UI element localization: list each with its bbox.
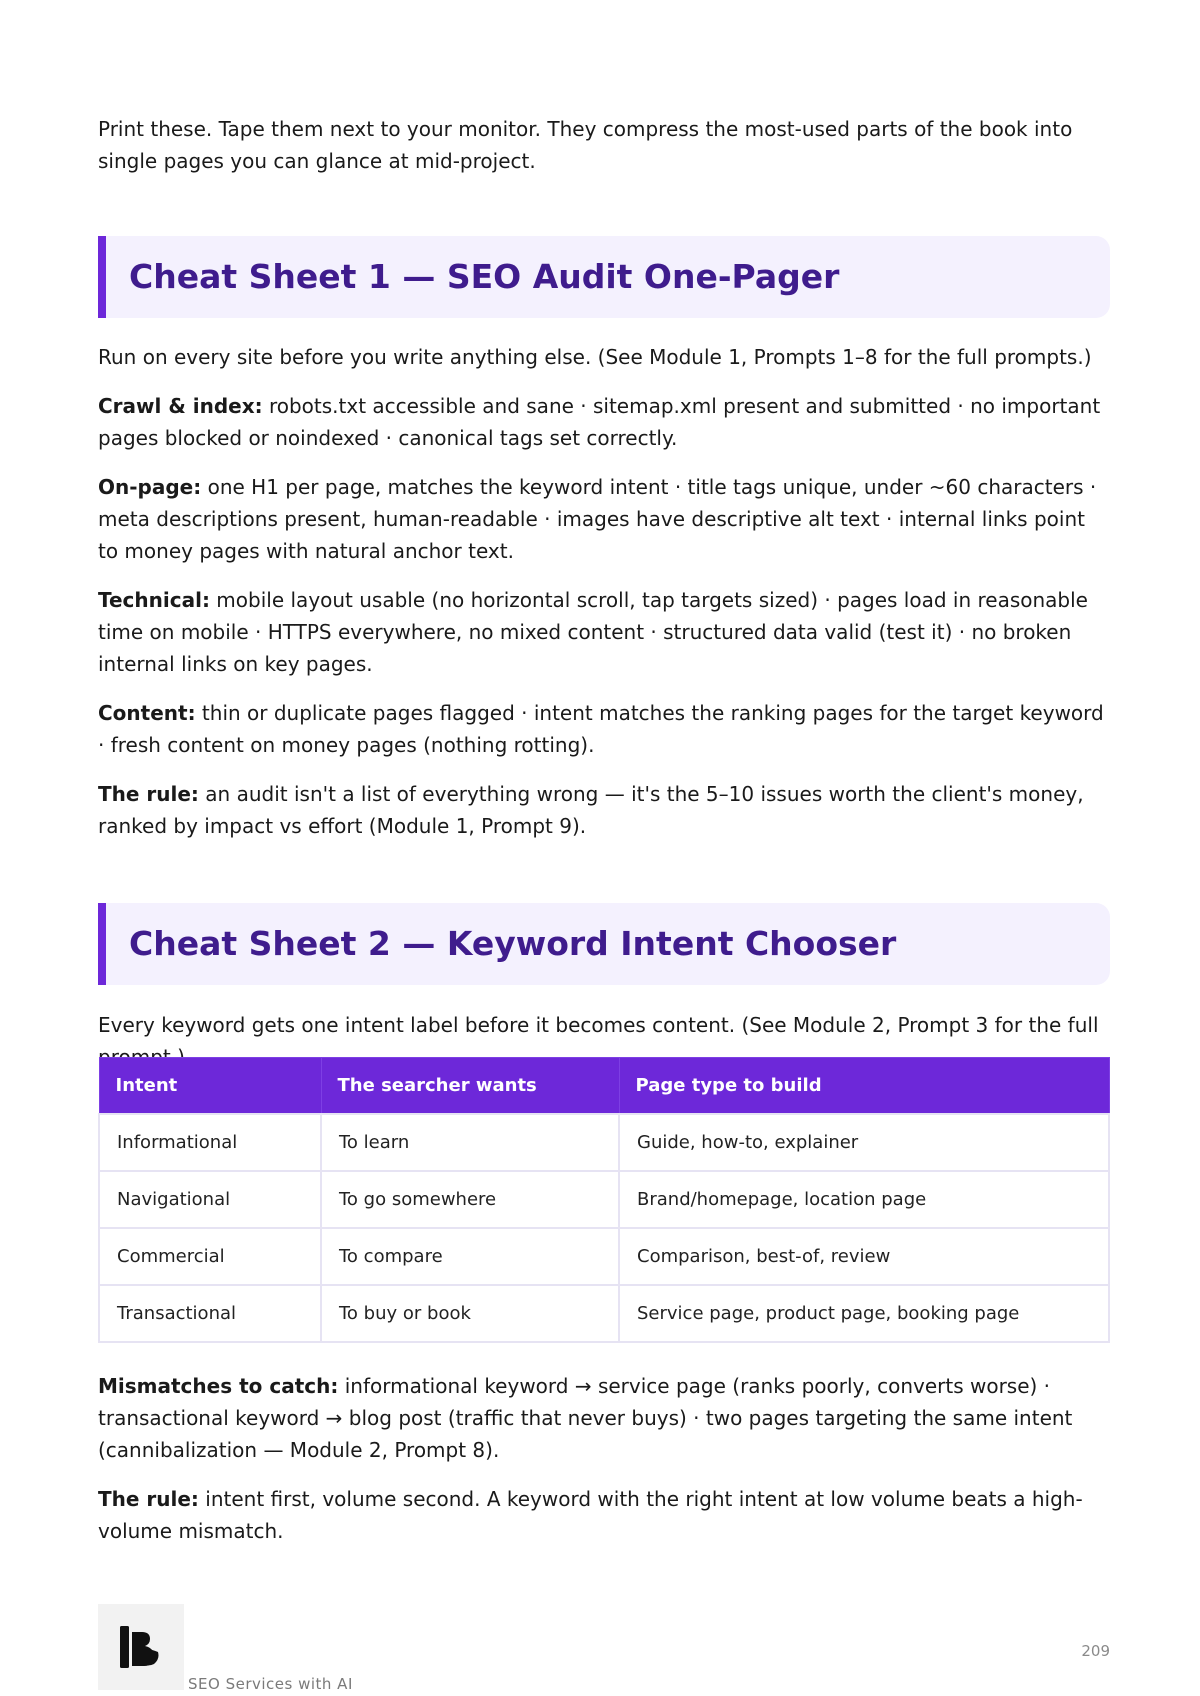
- table-row: [99, 1285, 1109, 1342]
- book-logo-icon: [120, 1626, 162, 1668]
- item-text: mobile layout usable (no horizontal scroll, tap targets sized) · pages load in reasonable time on mobile · HTTPS everywhere, no mixed content · structured data valid (test it) · no broken internal links on key pages.: [98, 588, 1088, 676]
- table-cell: To learn: [321, 1114, 619, 1171]
- cheat-sheet-1-title: Cheat Sheet 1 — SEO Audit One-Pager: [129, 257, 840, 296]
- cheat-sheet-1-header: [98, 236, 1110, 318]
- book-logo: [98, 1604, 184, 1690]
- item-text: an audit isn't a list of everything wrong — it's the 5–10 issues worth the client's money, ranked by impact vs effort (Module 1, Prompt 9).: [98, 782, 1084, 838]
- cheat-sheet-1-body: [98, 341, 1110, 859]
- item-label: Content:: [98, 701, 196, 725]
- cheat-sheet-2-title: Cheat Sheet 2 — Keyword Intent Chooser: [129, 924, 897, 963]
- table-cell: Comparison, best-of, review: [619, 1228, 1109, 1285]
- checklist-item: [98, 778, 1110, 842]
- checklist-item: [98, 1370, 1110, 1466]
- intro: [98, 113, 1110, 177]
- item-label: Mismatches to catch:: [98, 1374, 339, 1398]
- item-text: intent first, volume second. A keyword with the right intent at low volume beats a high-volume mismatch.: [98, 1487, 1083, 1543]
- cheat-sheet-2-body: [98, 1370, 1110, 1564]
- item-text: thin or duplicate pages flagged · intent matches the ranking pages for the target keyword · fresh content on money pages (nothing rotting).: [98, 701, 1104, 757]
- column-header: The searcher wants: [321, 1058, 619, 1115]
- table-row: [99, 1114, 1109, 1171]
- table-row: [99, 1228, 1109, 1285]
- column-header: Intent: [99, 1058, 321, 1115]
- table-cell: Navigational: [99, 1171, 321, 1228]
- item-label: The rule:: [98, 1487, 199, 1511]
- sheet2-lead: Every keyword gets one intent label before it becomes content. (See Module 2, Prompt 3 for the full: [98, 1013, 1099, 1037]
- table-cell: To compare: [321, 1228, 619, 1285]
- item-text: one H1 per page, matches the keyword intent · title tags unique, under ~60 characters · meta descriptions present, human-readable · images have descriptive alt text · internal links point to money pages with natural anchor text.: [98, 475, 1097, 563]
- intro-text: Print these. Tape them next to your monitor. They compress the most-used parts of the book into single pages you can glance at mid-project.: [98, 117, 1073, 173]
- table-cell: Commercial: [99, 1228, 321, 1285]
- checklist-item: [98, 471, 1110, 567]
- page-number: 209: [1081, 1642, 1110, 1660]
- column-header: Page type to build: [619, 1058, 1109, 1115]
- checklist-item: [98, 390, 1110, 454]
- item-label: The rule:: [98, 782, 199, 806]
- sheet1-lead: Run on every site before you write anything else. (See Module 1, Prompts 1–8 for the full prompts.): [98, 345, 1092, 369]
- table-cell: To buy or book: [321, 1285, 619, 1342]
- intent-table: [98, 1057, 1110, 1343]
- cheat-sheet-2-header: [98, 903, 1110, 985]
- item-text: informational keyword → service page (ranks poorly, converts worse) · transactional keyword → blog post (traffic that never buys) · two pages targeting the same intent (cannibalization — Module 2, Prompt 8).: [98, 1374, 1073, 1462]
- table-cell: Brand/homepage, location page: [619, 1171, 1109, 1228]
- table-cell: Service page, product page, booking page: [619, 1285, 1109, 1342]
- item-label: On-page:: [98, 475, 202, 499]
- item-label: Crawl & index:: [98, 394, 263, 418]
- table-cell: Informational: [99, 1114, 321, 1171]
- item-text: robots.txt accessible and sane · sitemap.xml present and submitted · no important pages blocked or noindexed · canonical tags set correctly.: [98, 394, 1101, 450]
- checklist-item: [98, 697, 1110, 761]
- table-cell: To go somewhere: [321, 1171, 619, 1228]
- footer-book-title: SEO Services with AI: [188, 1675, 353, 1693]
- table-cell: Guide, how-to, explainer: [619, 1114, 1109, 1171]
- checklist-item: [98, 584, 1110, 680]
- checklist-item: [98, 1483, 1110, 1547]
- table-row: [99, 1171, 1109, 1228]
- table-cell: Transactional: [99, 1285, 321, 1342]
- table-header-row: [99, 1058, 1109, 1115]
- item-label: Technical:: [98, 588, 210, 612]
